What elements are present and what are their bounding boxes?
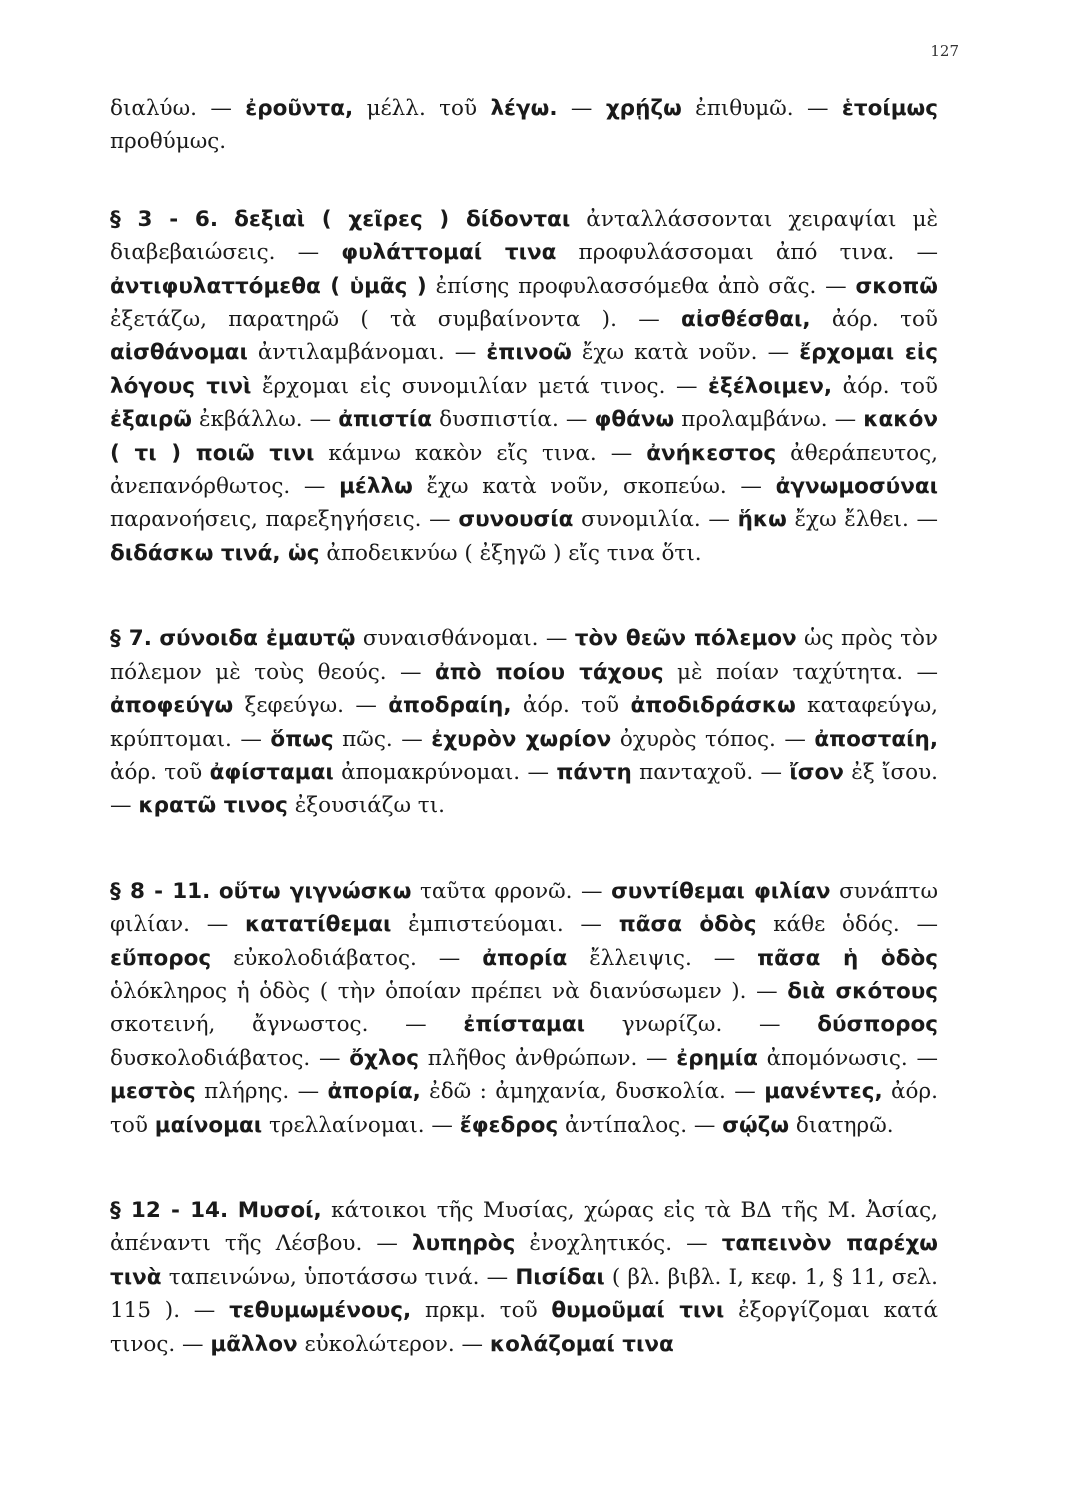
gloss-text: διαλύω. —	[110, 96, 246, 121]
gloss-text: ἐξοργίζομαι κατά τινος. —	[110, 1298, 938, 1357]
headword: δεξιαὶ ( χεῖρες ) δίδονται	[234, 206, 571, 232]
headword: ἀντιφυλαττόμεθα ( ὑμᾶς )	[110, 273, 427, 299]
headword: σῴζω	[722, 1112, 790, 1138]
gloss-text: συνομιλία. —	[573, 507, 738, 533]
headword: ἐρημία	[676, 1045, 758, 1071]
gloss-text: μέλλ. τοῦ	[353, 96, 491, 121]
headword: ἀπορία	[482, 945, 568, 971]
headword: ἀποσταίη,	[814, 726, 939, 752]
gloss-text: ἀόρ. τοῦ	[511, 693, 631, 719]
gloss-text: σκοτεινή, ἄγνωστος. —	[110, 1012, 464, 1038]
gloss-text: συνάπτω φιλίαν. —	[110, 878, 938, 938]
headword: ἐξέλοιμεν,	[708, 373, 833, 399]
gloss-text: διατηρῶ.	[789, 1112, 894, 1138]
headword: χρῄζω	[605, 96, 682, 121]
headword: ἀνήκεστος	[646, 440, 777, 466]
headword: ἴσον	[789, 759, 844, 785]
gloss-text: καταφεύγω, κρύπτομαι. —	[110, 693, 938, 752]
gloss-text: κάμνω κακὸν εἴς τινα. —	[314, 440, 647, 466]
headword: ἐπίσταμαι	[463, 1012, 585, 1038]
headword: αἰσθέσθαι,	[681, 307, 811, 333]
gloss-text: κάτοικοι τῆς Μυσίας, χώρας εἰς τὰ ΒΔ τῆς Μ. Ἀσίας, ἀπέναντι τῆς Λέσβου. —	[110, 1197, 938, 1257]
headword: κρατῶ τινος	[138, 793, 288, 819]
gloss-text: ὁλόκληρος ἡ ὁδὸς ( τὴν ὁποίαν πρέπει νὰ διανύσωμεν ). —	[110, 978, 788, 1004]
headword: ἑτοίμως	[841, 96, 938, 121]
headword: ἥκω	[737, 507, 787, 533]
headword: πᾶσα ὁδὸς	[618, 912, 757, 938]
headword: ἀφίσταμαι	[209, 759, 334, 785]
headword: μᾶλλον	[210, 1331, 298, 1357]
headword: τὸν θεῶν πόλεμον	[574, 626, 797, 652]
gloss-text: πρκμ. τοῦ	[411, 1298, 552, 1324]
gloss-text: γνωρίζω. —	[584, 1012, 818, 1038]
gloss-text: ἐμπιστεύομαι. —	[391, 912, 619, 938]
gloss-text: ἐπίσης προφυλασσόμεθα ἀπὸ σᾶς. —	[426, 273, 856, 299]
paragraph-section-7	[110, 622, 938, 822]
gloss-text: ἐπιθυμῶ. —	[681, 96, 842, 121]
headword: λέγω.	[490, 96, 558, 121]
headword: πάντη	[556, 759, 632, 785]
gloss-text: ἐξουσιάζω τι.	[287, 793, 445, 819]
gloss-text: ἔχω κατὰ νοῦν, σκοπεύω. —	[412, 474, 776, 500]
gloss-text: κάθε ὁδός. —	[756, 912, 938, 938]
headword: ταπεινὸν παρέχω τινὰ	[110, 1231, 938, 1290]
headword: ἀποφεύγω	[110, 693, 234, 719]
section-marker: § 3 - 6.	[110, 206, 218, 232]
gloss-text: ἀντίπαλος. —	[558, 1112, 723, 1138]
headword: ἀπορία,	[327, 1079, 421, 1105]
headword: κολάζομαί τινα	[489, 1331, 674, 1357]
gloss-text: ταῦτα φρονῶ. —	[411, 878, 612, 904]
gloss-text: ( βλ. βιβλ. Ι, κεφ. 1, § 11, σελ. 115 ). —	[110, 1264, 938, 1324]
headword: κατατίθεμαι	[245, 912, 392, 938]
gloss-text: ἐξ ἴσου. —	[110, 759, 938, 819]
headword: ἐροῦντα,	[245, 96, 354, 121]
gloss-text: ἔχω κατὰ νοῦν. —	[571, 340, 800, 366]
gloss-text: ἐκβάλλω. —	[191, 407, 339, 433]
headword: δύσπορος	[817, 1012, 938, 1038]
headword: εὔπορος	[110, 945, 212, 971]
gloss-text: ἔρχομαι εἰς συνομιλίαν μετά τινος. —	[251, 373, 709, 399]
gloss-text: ἐξετάζω, παρατηρῶ ( τὰ συμβαίνοντα ). —	[110, 307, 682, 333]
gloss-text: ἐδῶ : ἀμηχανία, δυσκολία. —	[420, 1079, 765, 1105]
gloss-text: ἔλλειψις. —	[567, 945, 758, 971]
gloss-text: ἀπομακρύνομαι. —	[333, 759, 557, 785]
headword: ἐπινοῶ	[486, 340, 572, 366]
headword: τεθυμωμένους,	[229, 1298, 412, 1324]
page-text	[110, 92, 938, 1413]
headword: διδάσκω τινά, ὡς	[110, 540, 320, 566]
headword: ἔφεδρος	[459, 1112, 559, 1138]
gloss-text: ἀποδεικνύω ( ἐξηγῶ ) εἴς τινα ὅτι.	[319, 540, 702, 566]
headword: μέλλω	[339, 474, 413, 500]
headword: ἀπὸ ποίου τάχους	[434, 659, 664, 685]
gloss-text: ἀπομόνωσις. —	[757, 1045, 938, 1071]
gloss-text: μὲ ποίαν ταχύτητα. —	[663, 659, 938, 685]
gloss-text: δυσπιστία. —	[432, 407, 595, 433]
gloss-text: προθύμως.	[110, 129, 227, 155]
headword: ἔρχομαι εἰς λόγους τινὶ	[110, 340, 938, 399]
gloss-text: ταπεινώνω, ὑποτάσσω τινά. —	[161, 1264, 516, 1290]
headword: ἐχυρὸν χωρίον	[431, 726, 612, 752]
section-marker: § 12 - 14.	[110, 1197, 229, 1223]
gloss-text: παρανοήσεις, παρεξηγήσεις. —	[110, 507, 459, 533]
gloss-text: συναισθάνομαι. —	[355, 626, 575, 652]
headword: ἀποδραίη,	[388, 693, 512, 719]
gloss-text: ἀντιλαμβάνομαι. —	[247, 340, 487, 366]
headword: συνουσία	[458, 507, 574, 533]
gloss-text: ἐνοχλητικός. —	[515, 1231, 722, 1257]
headword: διὰ σκότους	[787, 978, 938, 1004]
headword: πᾶσα ἡ ὁδὸς	[757, 945, 938, 971]
headword: λυπηρὸς	[411, 1231, 516, 1257]
headword: οὕτω γιγνώσκω	[218, 878, 412, 904]
headword: μαίνομαι	[154, 1112, 263, 1138]
gloss-text: ἀθεράπευτος, ἀνεπανόρθωτος. —	[110, 440, 938, 500]
gloss-text: ἀόρ. τοῦ	[110, 759, 210, 785]
headword: αἰσθάνομαι	[110, 340, 248, 366]
headword: συντίθεμαι φιλίαν	[611, 878, 831, 904]
paragraph-continuation	[110, 92, 938, 159]
gloss-text: ὀχυρὸς τόπος. —	[611, 726, 815, 752]
headword: ὄχλος	[349, 1045, 419, 1071]
headword: ἐξαιρῶ	[110, 407, 192, 433]
gloss-text: ὡς πρὸς τὸν πόλεμον μὲ τοὺς θεούς. —	[110, 626, 939, 685]
gloss-text: —	[557, 96, 606, 121]
gloss-text: ἀόρ. τοῦ	[810, 307, 938, 333]
headword: θυμοῦμαί τινι	[551, 1298, 725, 1324]
headword: φθάνω	[594, 407, 675, 433]
headword: Πισίδαι	[515, 1264, 605, 1290]
headword: μεστὸς	[110, 1079, 196, 1105]
paragraph-section-3-6	[110, 203, 938, 570]
gloss-text: προλαμβάνω. —	[674, 407, 864, 433]
gloss-text: τρελλαίνομαι. —	[262, 1112, 460, 1138]
gloss-text: προφυλάσσομαι ἀπό τινα. —	[556, 240, 938, 266]
gloss-text: πανταχοῦ. —	[631, 759, 790, 785]
page-number: 127	[930, 42, 959, 60]
headword: Μυσοί,	[237, 1197, 322, 1223]
section-marker: § 7.	[110, 626, 152, 652]
headword: φυλάττομαί τινα	[341, 240, 557, 266]
gloss-text: ἀνταλλάσσονται χειραψίαι μὲ διαβεβαιώσεις. —	[110, 206, 938, 266]
gloss-text: πῶς. —	[333, 726, 432, 752]
gloss-text: πλήρης. —	[195, 1079, 328, 1105]
headword: μανέντες,	[764, 1079, 883, 1105]
gloss-text: ἀόρ. τοῦ	[110, 1079, 938, 1138]
headword: σύνοιδα ἐμαυτῷ	[159, 626, 356, 652]
headword: σκοπῶ	[855, 273, 938, 299]
gloss-text: πλῆθος ἀνθρώπων. —	[418, 1045, 677, 1071]
gloss-text: δυσκολοδιάβατος. —	[110, 1045, 350, 1071]
paragraph-section-12-14	[110, 1194, 938, 1361]
gloss-text: εὐκολοδιάβατος. —	[211, 945, 483, 971]
headword: ἀγνωμοσύναι	[775, 474, 938, 500]
paragraph-section-8-11	[110, 875, 938, 1142]
headword: κακόν ( τι ) ποιῶ τινι	[110, 407, 938, 466]
gloss-text: ἔχω ἔλθει. —	[786, 507, 938, 533]
gloss-text: εὐκολώτερον. —	[297, 1331, 490, 1357]
headword: ἀπιστία	[338, 407, 433, 433]
gloss-text: ἀόρ. τοῦ	[832, 373, 938, 399]
gloss-text: ξεφεύγω. —	[233, 693, 389, 719]
headword: ὅπως	[270, 726, 334, 752]
headword: ἀποδιδράσκω	[630, 693, 796, 719]
section-marker: § 8 - 11.	[110, 878, 211, 904]
